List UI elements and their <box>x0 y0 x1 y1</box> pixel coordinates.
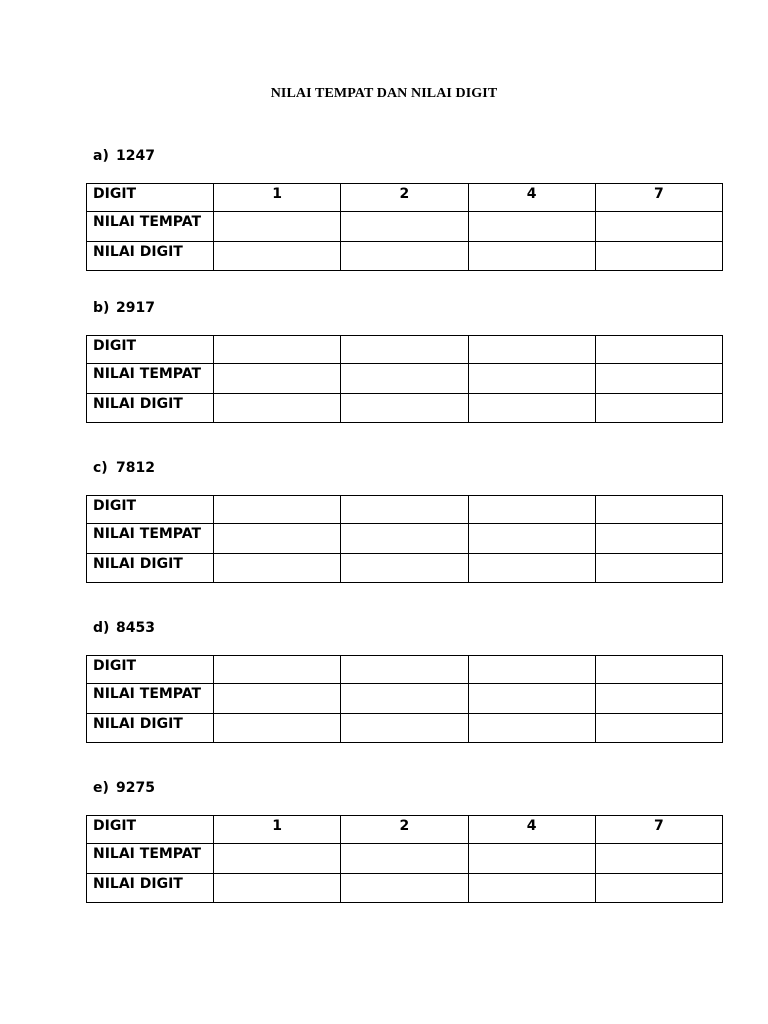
digit-cell[interactable]: 2 <box>341 184 468 212</box>
digit-cell[interactable] <box>595 336 722 364</box>
question-number: 9275 <box>116 780 155 796</box>
digit-cell[interactable] <box>468 336 595 364</box>
digit-value-cell[interactable] <box>341 714 468 743</box>
place-value-cell[interactable] <box>468 844 595 874</box>
digit-value-cell[interactable] <box>214 394 341 423</box>
digit-value-row-label: NILAI DIGIT <box>87 714 214 743</box>
digit-cell[interactable] <box>468 496 595 524</box>
digit-value-row <box>87 394 723 423</box>
place-value-row <box>87 524 723 554</box>
digit-cell[interactable] <box>595 496 722 524</box>
question-number: 8453 <box>116 620 155 636</box>
place-value-row-label: NILAI TEMPAT <box>87 684 214 714</box>
place-value-row-label: NILAI TEMPAT <box>87 844 214 874</box>
place-value-row <box>87 844 723 874</box>
place-value-cell[interactable] <box>595 364 722 394</box>
digit-row-label: DIGIT <box>87 336 214 364</box>
digit-row <box>87 496 723 524</box>
question-letter: c) <box>93 460 108 476</box>
digit-value-cell[interactable] <box>341 874 468 903</box>
place-value-cell[interactable] <box>595 212 722 242</box>
digit-value-row-label: NILAI DIGIT <box>87 554 214 583</box>
digit-cell[interactable]: 4 <box>468 184 595 212</box>
digit-row-label: DIGIT <box>87 184 214 212</box>
digit-value-cell[interactable] <box>595 714 722 743</box>
digit-value-cell[interactable] <box>468 714 595 743</box>
digit-value-cell[interactable] <box>468 242 595 271</box>
question-number: 2917 <box>116 300 155 316</box>
digit-cell[interactable]: 1 <box>214 816 341 844</box>
digit-cell[interactable]: 1 <box>214 184 341 212</box>
question-b-heading <box>93 300 155 316</box>
digit-value-cell[interactable] <box>468 394 595 423</box>
digit-value-cell[interactable] <box>595 874 722 903</box>
place-value-cell[interactable] <box>468 684 595 714</box>
question-letter: a) <box>93 148 109 164</box>
place-value-row-label: NILAI TEMPAT <box>87 364 214 394</box>
digit-value-row-label: NILAI DIGIT <box>87 874 214 903</box>
place-value-cell[interactable] <box>341 524 468 554</box>
place-value-cell[interactable] <box>341 364 468 394</box>
digit-value-cell[interactable] <box>341 394 468 423</box>
digit-row <box>87 184 723 212</box>
digit-row-label: DIGIT <box>87 496 214 524</box>
place-value-row-label: NILAI TEMPAT <box>87 212 214 242</box>
digit-cell[interactable] <box>341 496 468 524</box>
digit-value-row <box>87 554 723 583</box>
digit-row <box>87 816 723 844</box>
digit-value-cell[interactable] <box>595 394 722 423</box>
digit-cell[interactable] <box>214 656 341 684</box>
question-letter: e) <box>93 780 109 796</box>
question-a-heading <box>93 148 155 164</box>
digit-value-cell[interactable] <box>214 554 341 583</box>
question-c-heading <box>93 460 155 476</box>
digit-value-cell[interactable] <box>595 242 722 271</box>
page-title: NILAI TEMPAT DAN NILAI DIGIT <box>270 86 498 101</box>
digit-cell[interactable] <box>214 496 341 524</box>
place-value-cell[interactable] <box>214 844 341 874</box>
place-value-cell[interactable] <box>341 212 468 242</box>
digit-cell[interactable]: 4 <box>468 816 595 844</box>
place-value-cell[interactable] <box>214 364 341 394</box>
question-b-table <box>86 335 723 423</box>
place-value-cell[interactable] <box>468 524 595 554</box>
digit-value-cell[interactable] <box>468 874 595 903</box>
digit-value-row-label: NILAI DIGIT <box>87 394 214 423</box>
digit-cell[interactable]: 7 <box>595 184 722 212</box>
place-value-cell[interactable] <box>595 844 722 874</box>
digit-value-cell[interactable] <box>214 874 341 903</box>
question-e-table <box>86 815 723 903</box>
digit-value-cell[interactable] <box>214 714 341 743</box>
digit-row <box>87 656 723 684</box>
digit-value-row <box>87 242 723 271</box>
digit-cell[interactable]: 2 <box>341 816 468 844</box>
digit-cell[interactable] <box>468 656 595 684</box>
digit-value-cell[interactable] <box>468 554 595 583</box>
digit-value-cell[interactable] <box>595 554 722 583</box>
digit-cell[interactable] <box>595 656 722 684</box>
question-d-heading <box>93 620 155 636</box>
digit-value-row-label: NILAI DIGIT <box>87 242 214 271</box>
place-value-cell[interactable] <box>214 212 341 242</box>
digit-cell[interactable]: 7 <box>595 816 722 844</box>
place-value-cell[interactable] <box>595 684 722 714</box>
question-number: 7812 <box>116 460 155 476</box>
place-value-row <box>87 364 723 394</box>
digit-value-cell[interactable] <box>214 242 341 271</box>
place-value-cell[interactable] <box>468 212 595 242</box>
question-e-heading <box>93 780 155 796</box>
digit-row-label: DIGIT <box>87 656 214 684</box>
question-letter: d) <box>93 620 110 636</box>
place-value-cell[interactable] <box>341 684 468 714</box>
digit-value-cell[interactable] <box>341 554 468 583</box>
digit-cell[interactable] <box>341 336 468 364</box>
place-value-row <box>87 212 723 242</box>
place-value-row <box>87 684 723 714</box>
place-value-row-label: NILAI TEMPAT <box>87 524 214 554</box>
digit-row-label: DIGIT <box>87 816 214 844</box>
question-c-table <box>86 495 723 583</box>
digit-row <box>87 336 723 364</box>
digit-cell[interactable] <box>341 656 468 684</box>
place-value-cell[interactable] <box>214 524 341 554</box>
place-value-cell[interactable] <box>595 524 722 554</box>
question-number: 1247 <box>116 148 155 164</box>
digit-value-row <box>87 874 723 903</box>
place-value-cell[interactable] <box>341 844 468 874</box>
digit-value-row <box>87 714 723 743</box>
place-value-cell[interactable] <box>214 684 341 714</box>
question-letter: b) <box>93 300 110 316</box>
digit-value-cell[interactable] <box>341 242 468 271</box>
place-value-cell[interactable] <box>468 364 595 394</box>
question-d-table <box>86 655 723 743</box>
question-a-table <box>86 183 723 271</box>
digit-cell[interactable] <box>214 336 341 364</box>
